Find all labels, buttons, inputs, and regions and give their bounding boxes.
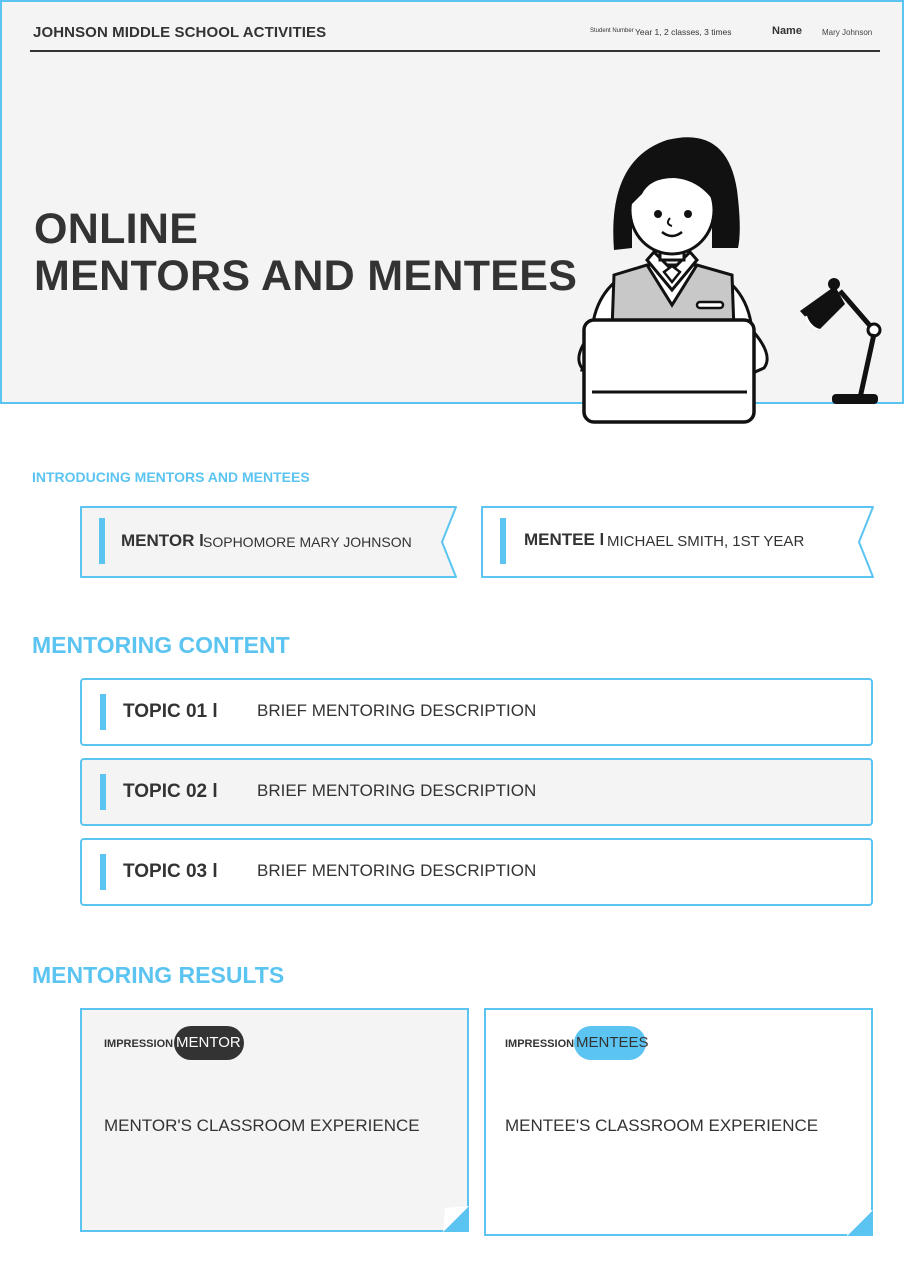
mentee-experience-text: MENTEE'S CLASSROOM EXPERIENCE [505, 1116, 819, 1135]
topic-desc: BRIEF MENTORING DESCRIPTION [257, 781, 537, 800]
mentor-impression-card [80, 1008, 469, 1232]
desk-lamp-illustration [790, 276, 890, 406]
student-number-label: Student Number [590, 28, 634, 34]
mentor-experience-text: MENTOR'S CLASSROOM EXPERIENCE [104, 1116, 420, 1135]
topic-key: TOPIC 02 l [123, 781, 218, 802]
topic-row-2 [80, 758, 873, 826]
mentee-pill: MENTEES [574, 1026, 646, 1060]
topic-row-1 [80, 678, 873, 746]
mentee-key: MENTEE l [524, 530, 605, 549]
results-heading: MENTORING RESULTS [32, 962, 285, 988]
mentor-key: MENTOR l [121, 531, 204, 550]
mentee-tag [481, 506, 877, 578]
topic-key: TOPIC 03 l [123, 861, 218, 882]
mentor-value: SOPHOMORE MARY JOHNSON [203, 534, 412, 550]
topic-row-3 [80, 838, 873, 906]
title-line-2: MENTORS AND MENTEES [34, 252, 578, 300]
mentor-pill: MENTOR [174, 1026, 244, 1060]
page-fold-icon [443, 1206, 469, 1232]
name-label: Name [772, 25, 802, 37]
mentee-impression-card [484, 1008, 873, 1236]
title-line-1: ONLINE [34, 205, 199, 253]
topic-key: TOPIC 01 l [123, 701, 218, 722]
student-number-value: Year 1, 2 classes, 3 times [635, 27, 732, 37]
intro-heading: INTRODUCING MENTORS AND MENTEES [32, 469, 310, 485]
header-bar [30, 16, 880, 52]
topic-desc: BRIEF MENTORING DESCRIPTION [257, 701, 537, 720]
mentor-tag [80, 506, 460, 578]
page-fold-icon [847, 1210, 873, 1236]
school-name: JOHNSON MIDDLE SCHOOL ACTIVITIES [33, 24, 327, 41]
page-title [34, 206, 577, 300]
mentee-value: MICHAEL SMITH, 1ST YEAR [607, 533, 805, 550]
impression-label: IMPRESSION [505, 1038, 575, 1050]
topic-desc: BRIEF MENTORING DESCRIPTION [257, 861, 537, 880]
impression-label: IMPRESSION [104, 1038, 174, 1050]
name-value: Mary Johnson [822, 28, 873, 37]
content-heading: MENTORING CONTENT [32, 632, 290, 658]
